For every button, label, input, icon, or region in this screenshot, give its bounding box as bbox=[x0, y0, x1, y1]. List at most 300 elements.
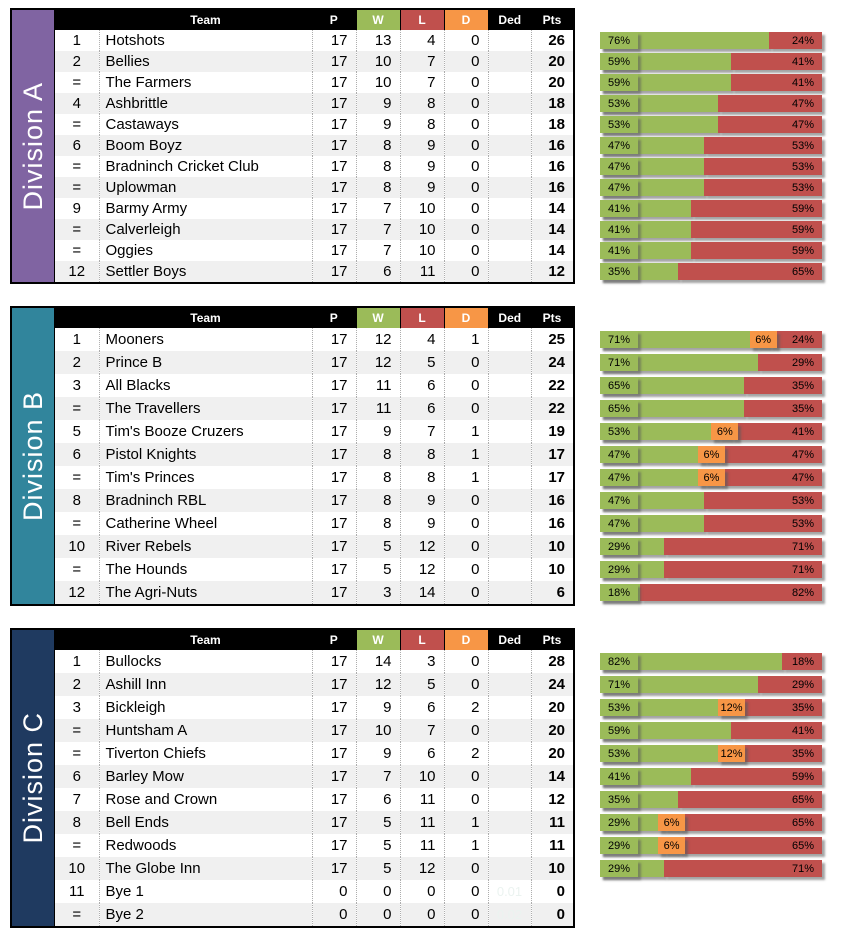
wins-cell: 7 bbox=[356, 765, 400, 788]
win-percent-label: 53% bbox=[600, 95, 638, 112]
win-percent-label: 35% bbox=[600, 791, 638, 808]
team-cell: Mooners bbox=[99, 328, 312, 351]
wins-cell: 5 bbox=[356, 834, 400, 857]
win-percent-label: 82% bbox=[600, 653, 638, 670]
losses-cell: 10 bbox=[400, 240, 444, 261]
loss-percent-label: 47% bbox=[791, 448, 814, 461]
deduction-cell bbox=[488, 788, 531, 811]
table-row bbox=[55, 51, 573, 72]
team-cell: Barmy Army bbox=[99, 198, 312, 219]
draws-cell: 0 bbox=[444, 397, 488, 420]
win-loss-chart bbox=[600, 328, 828, 604]
wins-cell: 7 bbox=[356, 240, 400, 261]
deduction-cell bbox=[488, 443, 531, 466]
win-percent-label: 71% bbox=[600, 354, 638, 371]
wins-cell: 10 bbox=[356, 719, 400, 742]
loss-percent-label: 59% bbox=[791, 770, 814, 783]
division-label: Division B bbox=[17, 390, 48, 522]
wins-cell: 0 bbox=[356, 903, 400, 926]
team-cell: Redwoods bbox=[99, 834, 312, 857]
draws-cell: 0 bbox=[444, 156, 488, 177]
draws-cell: 0 bbox=[444, 51, 488, 72]
table-row bbox=[55, 177, 573, 198]
points-cell: 11 bbox=[531, 834, 573, 857]
win-percent-label: 47% bbox=[600, 469, 638, 486]
losses-cell: 11 bbox=[400, 788, 444, 811]
wins-cell: 12 bbox=[356, 351, 400, 374]
deduction-cell bbox=[488, 696, 531, 719]
draws-cell: 0 bbox=[444, 558, 488, 581]
position-cell: 10 bbox=[68, 538, 86, 555]
bar-slot bbox=[600, 135, 828, 156]
draw-percent-label: 6% bbox=[750, 331, 777, 348]
table-header-row bbox=[55, 630, 573, 650]
draw-percent-label: 6% bbox=[698, 446, 725, 463]
win-percent-label: 59% bbox=[600, 722, 638, 739]
stacked-bar bbox=[600, 179, 822, 196]
position-cell: 12 bbox=[68, 263, 86, 280]
team-cell: Prince B bbox=[99, 351, 312, 374]
team-cell: Ashbrittle bbox=[99, 93, 312, 114]
draw-percent-label: 6% bbox=[698, 469, 725, 486]
team-cell: Bickleigh bbox=[99, 696, 312, 719]
division-strip bbox=[12, 10, 55, 282]
bar-slot bbox=[600, 834, 828, 857]
points-cell: 24 bbox=[531, 351, 573, 374]
draws-cell: 0 bbox=[444, 489, 488, 512]
position-cell: 3 bbox=[72, 377, 81, 394]
draws-cell: 1 bbox=[444, 834, 488, 857]
position-header bbox=[55, 10, 99, 30]
bar-slot bbox=[600, 51, 828, 72]
team-cell: Tim's Princes bbox=[99, 466, 312, 489]
bar-slot bbox=[600, 351, 828, 374]
division-label: Division C bbox=[17, 712, 48, 844]
position-cell: 2 bbox=[72, 354, 81, 371]
wins-cell: 5 bbox=[356, 558, 400, 581]
league-table bbox=[10, 8, 575, 284]
stacked-bar bbox=[600, 722, 822, 739]
team-cell: River Rebels bbox=[99, 535, 312, 558]
losses-cell: 8 bbox=[400, 93, 444, 114]
draws-cell: 0 bbox=[444, 30, 488, 51]
league-table bbox=[10, 306, 575, 606]
bar-slot bbox=[600, 811, 828, 834]
loss-percent-label: 35% bbox=[791, 747, 814, 760]
played-cell: 0 bbox=[312, 880, 356, 903]
win-percent-label: 29% bbox=[600, 837, 638, 854]
position-cell: = bbox=[72, 179, 82, 196]
played-cell: 17 bbox=[312, 328, 356, 351]
bar-slot bbox=[600, 535, 828, 558]
points-cell: 0 bbox=[531, 903, 573, 926]
bar-slot bbox=[600, 177, 828, 198]
win-percent-label: 65% bbox=[600, 400, 638, 417]
losses-cell: 9 bbox=[400, 156, 444, 177]
table-row bbox=[55, 135, 573, 156]
table-row bbox=[55, 114, 573, 135]
position-cell: = bbox=[72, 515, 82, 532]
deduction-cell: 0.01 bbox=[488, 880, 531, 903]
draws-cell: 0 bbox=[444, 219, 488, 240]
deduction-cell bbox=[488, 219, 531, 240]
deduction-cell bbox=[488, 420, 531, 443]
wins-cell: 14 bbox=[356, 650, 400, 673]
deduction-cell bbox=[488, 351, 531, 374]
table-row bbox=[55, 765, 573, 788]
loss-percent-label: 65% bbox=[791, 793, 814, 806]
losses-cell: 10 bbox=[400, 198, 444, 219]
points-cell: 22 bbox=[531, 397, 573, 420]
team-cell: All Blacks bbox=[99, 374, 312, 397]
table-row bbox=[55, 719, 573, 742]
table-row bbox=[55, 261, 573, 282]
losses-cell: 3 bbox=[400, 650, 444, 673]
played-cell: 17 bbox=[312, 765, 356, 788]
wins-cell: 9 bbox=[356, 114, 400, 135]
win-percent-label: 53% bbox=[600, 745, 638, 762]
table-row bbox=[55, 240, 573, 261]
losses-cell: 9 bbox=[400, 512, 444, 535]
played-cell: 17 bbox=[312, 177, 356, 198]
win-percent-label: 47% bbox=[600, 158, 638, 175]
stacked-bar bbox=[600, 423, 822, 440]
position-cell: = bbox=[72, 242, 82, 259]
played-cell: 17 bbox=[312, 420, 356, 443]
loss-percent-label: 53% bbox=[791, 139, 814, 152]
table-row bbox=[55, 93, 573, 114]
win-percent-label: 53% bbox=[600, 423, 638, 440]
stacked-bar bbox=[600, 446, 822, 463]
table-row bbox=[55, 558, 573, 581]
position-cell: 8 bbox=[72, 492, 81, 509]
table-row bbox=[55, 489, 573, 512]
bar-slot bbox=[600, 512, 828, 535]
bar-slot bbox=[600, 93, 828, 114]
bar-slot bbox=[600, 397, 828, 420]
table-row bbox=[55, 880, 573, 903]
table-row bbox=[55, 72, 573, 93]
played-cell: 17 bbox=[312, 512, 356, 535]
points-cell: 20 bbox=[531, 719, 573, 742]
position-cell: 6 bbox=[72, 137, 81, 154]
points-cell: 14 bbox=[531, 198, 573, 219]
losses-cell: 6 bbox=[400, 742, 444, 765]
win-percent-label: 18% bbox=[600, 584, 638, 601]
win-percent-label: 41% bbox=[600, 221, 638, 238]
wins-cell: 12 bbox=[356, 673, 400, 696]
position-header bbox=[55, 630, 99, 650]
stacked-bar bbox=[600, 53, 822, 70]
played-header: P bbox=[312, 308, 356, 328]
played-cell: 17 bbox=[312, 51, 356, 72]
deduction-cell bbox=[488, 558, 531, 581]
table-row bbox=[55, 788, 573, 811]
team-header: Team bbox=[99, 630, 312, 650]
team-cell: The Agri-Nuts bbox=[99, 581, 312, 604]
stacked-bar bbox=[600, 699, 822, 716]
win-percent-label: 47% bbox=[600, 515, 638, 532]
loss-percent-label: 47% bbox=[791, 471, 814, 484]
position-cell: 7 bbox=[72, 791, 81, 808]
division-label: Division A bbox=[17, 81, 48, 211]
played-cell: 17 bbox=[312, 788, 356, 811]
deduction-cell bbox=[488, 742, 531, 765]
draws-cell: 0 bbox=[444, 240, 488, 261]
loss-percent-label: 29% bbox=[791, 356, 814, 369]
draws-cell: 0 bbox=[444, 765, 488, 788]
points-cell: 0 bbox=[531, 880, 573, 903]
bar-slot bbox=[600, 420, 828, 443]
table-row bbox=[55, 696, 573, 719]
draw-percent-label: 12% bbox=[718, 745, 745, 762]
bar-slot bbox=[600, 443, 828, 466]
points-cell: 20 bbox=[531, 696, 573, 719]
points-cell: 20 bbox=[531, 742, 573, 765]
stacked-bar bbox=[600, 377, 822, 394]
table-row bbox=[55, 219, 573, 240]
draws-cell: 0 bbox=[444, 903, 488, 926]
losses-cell: 12 bbox=[400, 558, 444, 581]
standings-table bbox=[55, 630, 573, 926]
losses-cell: 12 bbox=[400, 535, 444, 558]
losses-cell: 14 bbox=[400, 581, 444, 604]
deduction-cell bbox=[488, 72, 531, 93]
bar-slot bbox=[600, 489, 828, 512]
stacked-bar bbox=[600, 469, 822, 486]
played-cell: 17 bbox=[312, 156, 356, 177]
stacked-bar bbox=[600, 221, 822, 238]
loss-percent-label: 24% bbox=[791, 333, 814, 346]
deduction-cell bbox=[488, 535, 531, 558]
deduction-cell bbox=[488, 328, 531, 351]
played-cell: 17 bbox=[312, 466, 356, 489]
stacked-bar bbox=[600, 137, 822, 154]
division-c-block bbox=[10, 628, 842, 928]
stacked-bar bbox=[600, 32, 822, 49]
table-row bbox=[55, 351, 573, 374]
position-cell: 1 bbox=[72, 32, 81, 49]
stacked-bar bbox=[600, 584, 822, 601]
deduction-cell bbox=[488, 650, 531, 673]
played-cell: 17 bbox=[312, 673, 356, 696]
wins-header: W bbox=[356, 10, 400, 30]
team-cell: Bye 1 bbox=[99, 880, 312, 903]
draws-cell: 0 bbox=[444, 880, 488, 903]
losses-cell: 10 bbox=[400, 219, 444, 240]
team-cell: Oggies bbox=[99, 240, 312, 261]
wins-cell: 5 bbox=[356, 857, 400, 880]
points-cell: 14 bbox=[531, 765, 573, 788]
table-row bbox=[55, 466, 573, 489]
draw-percent-label: 6% bbox=[658, 814, 685, 831]
team-header: Team bbox=[99, 10, 312, 30]
stacked-bar bbox=[600, 492, 822, 509]
losses-cell: 0 bbox=[400, 880, 444, 903]
loss-percent-label: 65% bbox=[791, 839, 814, 852]
loss-percent-label: 47% bbox=[791, 118, 814, 131]
loss-percent-label: 35% bbox=[791, 701, 814, 714]
draws-header: D bbox=[444, 630, 488, 650]
wins-cell: 7 bbox=[356, 198, 400, 219]
position-cell: = bbox=[72, 722, 82, 739]
table-row bbox=[55, 328, 573, 351]
team-cell: Barley Mow bbox=[99, 765, 312, 788]
draw-percent-label: 12% bbox=[718, 699, 745, 716]
bar-slot bbox=[600, 466, 828, 489]
draws-cell: 1 bbox=[444, 466, 488, 489]
played-cell: 17 bbox=[312, 198, 356, 219]
standings-table bbox=[55, 308, 573, 604]
played-cell: 17 bbox=[312, 219, 356, 240]
team-cell: Boom Boyz bbox=[99, 135, 312, 156]
bar-slot bbox=[600, 719, 828, 742]
points-cell: 14 bbox=[531, 240, 573, 261]
table-row bbox=[55, 30, 573, 51]
table-row bbox=[55, 673, 573, 696]
loss-percent-label: 53% bbox=[791, 517, 814, 530]
deduction-cell bbox=[488, 765, 531, 788]
stacked-bar bbox=[600, 676, 822, 693]
bar-slot bbox=[600, 240, 828, 261]
draws-cell: 0 bbox=[444, 650, 488, 673]
bar-slot bbox=[600, 742, 828, 765]
win-loss-chart bbox=[600, 650, 828, 926]
stacked-bar bbox=[600, 538, 822, 555]
stacked-bar bbox=[600, 653, 822, 670]
played-cell: 17 bbox=[312, 834, 356, 857]
win-percent-label: 41% bbox=[600, 768, 638, 785]
wins-cell: 13 bbox=[356, 30, 400, 51]
played-cell: 17 bbox=[312, 535, 356, 558]
team-cell: Bradninch Cricket Club bbox=[99, 156, 312, 177]
position-cell: 4 bbox=[72, 95, 81, 112]
draws-cell: 2 bbox=[444, 742, 488, 765]
losses-cell: 8 bbox=[400, 114, 444, 135]
played-cell: 17 bbox=[312, 93, 356, 114]
stacked-bar bbox=[600, 768, 822, 785]
losses-cell: 6 bbox=[400, 374, 444, 397]
wins-cell: 5 bbox=[356, 811, 400, 834]
losses-cell: 7 bbox=[400, 72, 444, 93]
points-cell: 11 bbox=[531, 811, 573, 834]
losses-cell: 7 bbox=[400, 51, 444, 72]
table-row bbox=[55, 420, 573, 443]
draws-cell: 0 bbox=[444, 719, 488, 742]
stacked-bar bbox=[600, 242, 822, 259]
deduction-cell bbox=[488, 198, 531, 219]
table-body bbox=[55, 650, 573, 926]
losses-cell: 7 bbox=[400, 420, 444, 443]
bar-slot bbox=[600, 156, 828, 177]
losses-cell: 5 bbox=[400, 673, 444, 696]
played-cell: 17 bbox=[312, 30, 356, 51]
position-header bbox=[55, 308, 99, 328]
played-cell: 17 bbox=[312, 72, 356, 93]
points-cell: 16 bbox=[531, 512, 573, 535]
position-cell: = bbox=[72, 837, 82, 854]
deduction-cell bbox=[488, 466, 531, 489]
deduction-cell bbox=[488, 93, 531, 114]
draws-cell: 0 bbox=[444, 114, 488, 135]
team-cell: Bye 2 bbox=[99, 903, 312, 926]
position-cell: 8 bbox=[72, 814, 81, 831]
loss-percent-label: 65% bbox=[791, 816, 814, 829]
bar-slot bbox=[600, 880, 828, 903]
stacked-bar bbox=[600, 860, 822, 877]
played-cell: 17 bbox=[312, 114, 356, 135]
win-percent-label: 35% bbox=[600, 263, 638, 280]
table-row bbox=[55, 512, 573, 535]
points-cell: 17 bbox=[531, 443, 573, 466]
draws-cell: 0 bbox=[444, 177, 488, 198]
bar-slot bbox=[600, 765, 828, 788]
points-cell: 12 bbox=[531, 261, 573, 282]
bar-slot bbox=[600, 857, 828, 880]
stacked-bar bbox=[600, 200, 822, 217]
win-percent-label: 53% bbox=[600, 116, 638, 133]
deduction-cell bbox=[488, 156, 531, 177]
table-row bbox=[55, 397, 573, 420]
points-cell: 18 bbox=[531, 93, 573, 114]
deductions-header: Ded bbox=[488, 630, 531, 650]
loss-percent-label: 59% bbox=[791, 202, 814, 215]
deduction-cell bbox=[488, 673, 531, 696]
deductions-header: Ded bbox=[488, 10, 531, 30]
bar-slot bbox=[600, 903, 828, 926]
draws-cell: 0 bbox=[444, 581, 488, 604]
bar-slot bbox=[600, 328, 828, 351]
draws-cell: 0 bbox=[444, 788, 488, 811]
win-percent-label: 47% bbox=[600, 179, 638, 196]
deduction-cell bbox=[488, 811, 531, 834]
loss-percent-label: 41% bbox=[791, 724, 814, 737]
wins-cell: 9 bbox=[356, 696, 400, 719]
team-cell: The Travellers bbox=[99, 397, 312, 420]
draws-cell: 0 bbox=[444, 857, 488, 880]
played-cell: 17 bbox=[312, 135, 356, 156]
deduction-cell bbox=[488, 177, 531, 198]
deduction-cell bbox=[488, 857, 531, 880]
wins-header: W bbox=[356, 630, 400, 650]
loss-percent-label: 35% bbox=[791, 379, 814, 392]
losses-cell: 11 bbox=[400, 261, 444, 282]
draws-cell: 0 bbox=[444, 673, 488, 696]
wins-cell: 9 bbox=[356, 93, 400, 114]
points-cell: 16 bbox=[531, 135, 573, 156]
win-percent-label: 29% bbox=[600, 561, 638, 578]
losses-cell: 9 bbox=[400, 489, 444, 512]
table-header-row bbox=[55, 10, 573, 30]
position-cell: = bbox=[72, 745, 82, 762]
stacked-bar bbox=[600, 158, 822, 175]
stacked-bar bbox=[600, 400, 822, 417]
points-cell: 16 bbox=[531, 156, 573, 177]
losses-cell: 9 bbox=[400, 135, 444, 156]
wins-cell: 8 bbox=[356, 156, 400, 177]
deduction-cell bbox=[488, 240, 531, 261]
wins-cell: 8 bbox=[356, 135, 400, 156]
deduction-cell bbox=[488, 51, 531, 72]
team-cell: Castaways bbox=[99, 114, 312, 135]
table-row bbox=[55, 374, 573, 397]
stacked-bar bbox=[600, 791, 822, 808]
win-percent-label: 29% bbox=[600, 538, 638, 555]
bar-slot bbox=[600, 72, 828, 93]
losses-cell: 0 bbox=[400, 903, 444, 926]
played-cell: 17 bbox=[312, 351, 356, 374]
team-cell: Ashill Inn bbox=[99, 673, 312, 696]
